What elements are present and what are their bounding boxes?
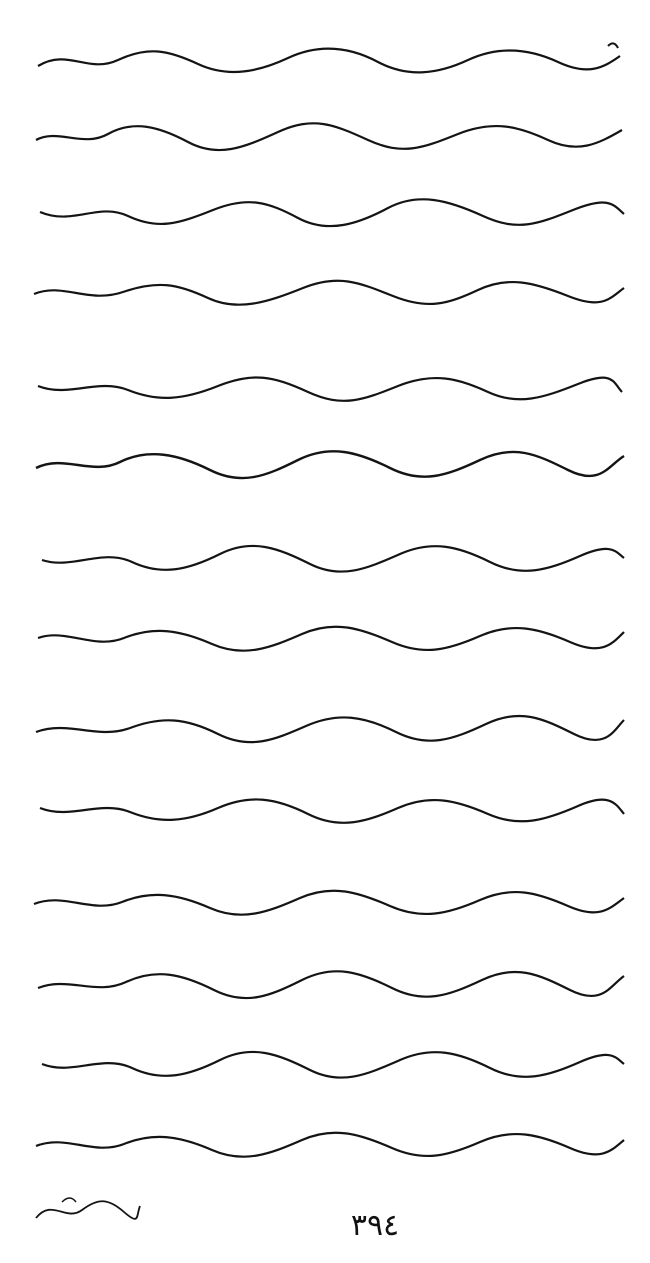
handwriting-stroke	[28, 270, 628, 310]
handwriting-stroke	[28, 536, 628, 576]
signature	[32, 1188, 142, 1228]
handwriting-stroke	[28, 788, 628, 828]
handwriting-stroke	[28, 442, 628, 482]
page-number: ٣٩٤	[350, 1208, 400, 1243]
manuscript-line-10	[28, 788, 628, 828]
handwriting-stroke	[28, 38, 628, 78]
manuscript-line-4	[28, 270, 628, 310]
handwriting-stroke	[28, 880, 628, 920]
handwriting-stroke	[28, 1122, 628, 1162]
manuscript-line-2	[28, 114, 628, 154]
handwriting-stroke	[28, 114, 628, 154]
manuscript-line-5	[28, 366, 628, 406]
manuscript-line-6	[28, 442, 628, 482]
manuscript-line-7	[28, 536, 628, 576]
signature-stroke	[32, 1188, 142, 1228]
manuscript-line-13	[28, 1042, 628, 1082]
handwriting-stroke	[28, 616, 628, 656]
manuscript-line-8	[28, 616, 628, 656]
handwriting-stroke	[28, 190, 628, 230]
handwriting-stroke	[28, 706, 628, 746]
handwriting-stroke	[28, 1042, 628, 1082]
manuscript-line-1	[28, 38, 628, 78]
manuscript-line-9	[28, 706, 628, 746]
manuscript-text-block	[28, 18, 628, 1178]
manuscript-line-11	[28, 880, 628, 920]
handwriting-stroke	[28, 366, 628, 406]
manuscript-line-14	[28, 1122, 628, 1162]
manuscript-line-3	[28, 190, 628, 230]
handwriting-stroke	[28, 962, 628, 1002]
manuscript-line-12	[28, 962, 628, 1002]
